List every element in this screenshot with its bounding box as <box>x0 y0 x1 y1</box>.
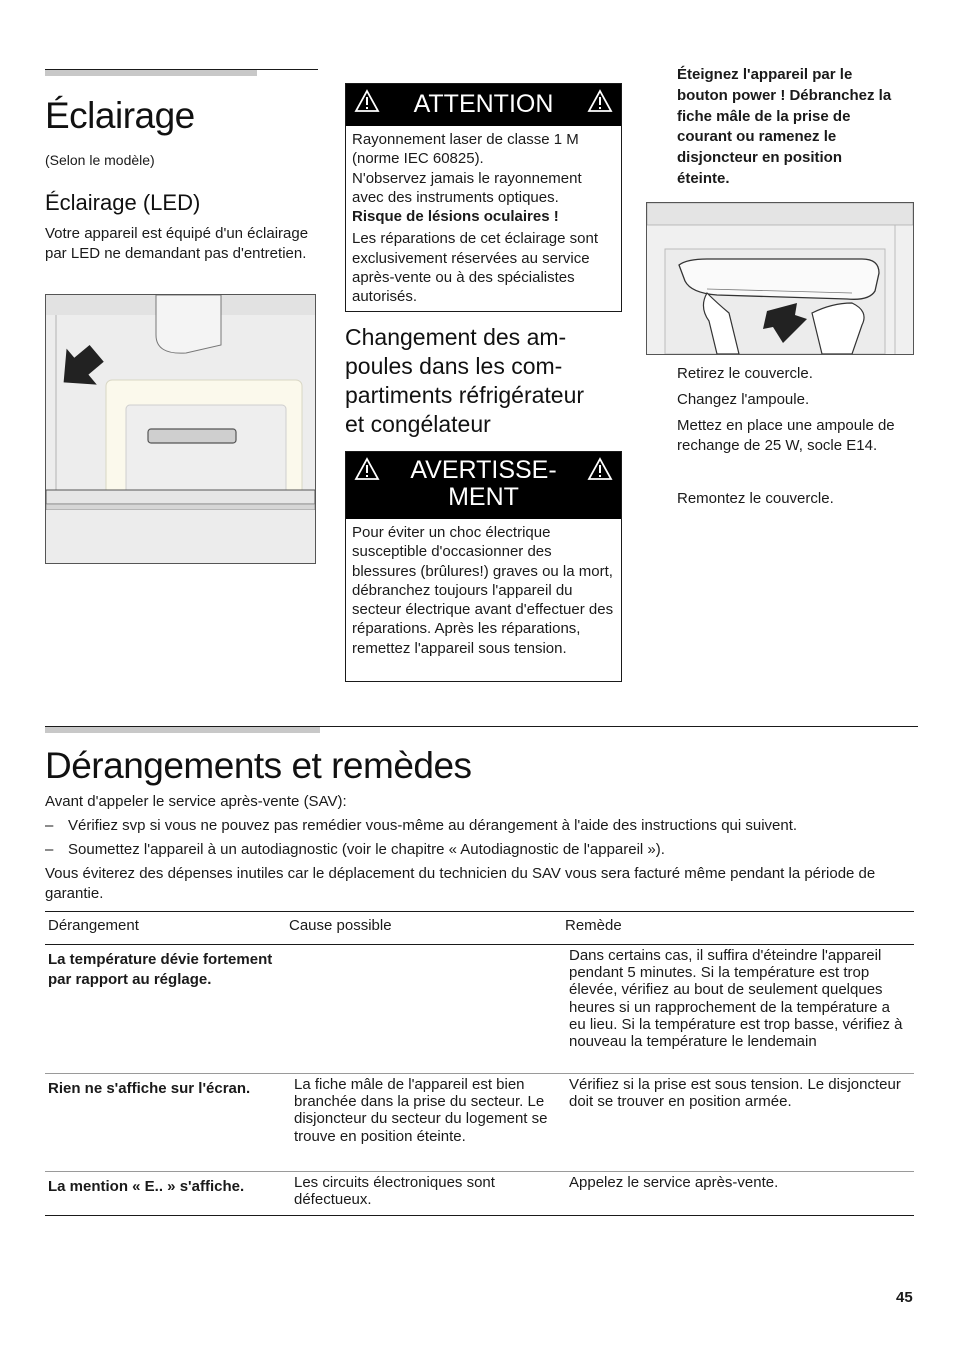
step-new-bulb: Mettez en place une ampoule de rechange de 25 W, socle E14. <box>677 417 895 454</box>
attention-header <box>346 84 621 126</box>
table-header-rule <box>45 944 914 945</box>
power-off-instruction: Éteignez l'appareil par le bouton power ! Débranchez la fiche mâle de la prise de courant ou ramenez le disjoncteur en position éteinte. <box>677 66 892 187</box>
attention-risk: Risque de lésions oculaires ! <box>352 208 559 226</box>
bullet-check-yourself: Vérifiez svp si vous ne pouvez pas remédier vous-même au dérangement à l'aide des instructions qui suivent. <box>68 817 798 834</box>
row-cause: La fiche mâle de l'appareil est bien branchée dans la prise du secteur. Le disjoncteur du secteur du logement se trouve en position éteinte. <box>294 1076 548 1145</box>
bulb-change-title <box>345 323 625 439</box>
section-title: Éclairage <box>45 95 195 136</box>
bullet-self-diagnosis: Soumettez l'appareil à un autodiagnostic (voir le chapitre « Autodiagnostic de l'appareil »). <box>68 841 665 858</box>
warning-label-line: MENT <box>448 483 519 511</box>
attention-line2: N'observez jamais le rayonnement avec des instruments optiques. <box>352 169 582 206</box>
bulb-change-title-line: partiments réfrigérateur <box>345 382 585 408</box>
bulb-change-title-line: Changement des am- <box>345 324 567 350</box>
led-description: Votre appareil est équipé d'un éclairage par LED ne demandant pas d'entretien. <box>45 225 309 262</box>
troubleshooting-outro: Vous éviterez des dépenses inutiles car le déplacement du technicien du SAV vous sera facturé même pendant la période de garantie. <box>45 865 876 902</box>
warning-body: Pour éviter un choc électrique susceptible d'occasionner des blessures (brûlures!) graves ou la mort, débranchez toujours l'appareil du secteur électrique avant d'effectuer des réparations. Après les réparations, remettez l'appareil sous tension. <box>352 524 614 657</box>
row-cause: Les circuits électroniques sont défectueux. <box>294 1174 495 1209</box>
section-rule-thick <box>45 726 320 733</box>
row-remedy: Appelez le service après-vente. <box>569 1174 779 1191</box>
bullet-dash: – <box>45 817 54 834</box>
warning-label <box>346 457 621 511</box>
row-remedy: Vérifiez si la prise est sous tension. Le disjoncteur doit se trouver en position armée. <box>569 1076 901 1111</box>
section-rule-thin <box>45 726 918 727</box>
warning-header <box>346 452 621 519</box>
attention-line3: Les réparations de cet éclairage sont exclusivement réservées au service après-vente ou à des spécialistes autorisés. <box>352 230 598 306</box>
row-problem: La mention « E.. » s'affiche. <box>48 1178 245 1195</box>
step-refit-cover: Remontez le couvercle. <box>677 490 834 507</box>
row-problem: La température dévie fortement par rapport au réglage. <box>48 951 273 988</box>
attention-label: ATTENTION <box>413 90 554 118</box>
bullet-dash: – <box>45 841 54 858</box>
warning-box <box>345 451 622 682</box>
attention-body <box>346 126 621 311</box>
warning-triangle-icon <box>587 457 613 481</box>
warning-label-line: AVERTISSE- <box>410 456 557 484</box>
table-row-rule <box>45 1073 914 1074</box>
led-illustration-svg <box>46 295 315 563</box>
section-rule-thin <box>45 69 318 70</box>
attention-line1: Rayonnement laser de classe 1 M (norme IEC 60825). <box>352 131 579 168</box>
table-header: Dérangement <box>48 917 139 934</box>
table-top-rule <box>45 911 914 912</box>
page-number: 45 <box>896 1289 913 1306</box>
model-note: (Selon le modèle) <box>45 152 155 168</box>
cover-removal-illustration-svg <box>647 203 913 354</box>
table-row-rule <box>45 1171 914 1172</box>
row-problem: Rien ne s'affiche sur l'écran. <box>48 1080 251 1097</box>
warning-triangle-icon <box>587 89 613 113</box>
step-change-bulb: Changez l'ampoule. <box>677 391 810 408</box>
table-bottom-rule <box>45 1215 914 1216</box>
table-header: Remède <box>565 917 622 934</box>
led-illustration <box>45 294 316 564</box>
bulb-change-title-line: et congélateur <box>345 411 491 437</box>
step-remove-cover: Retirez le couvercle. <box>677 365 813 382</box>
subsection-title: Éclairage (LED) <box>45 190 201 215</box>
row-remedy: Dans certains cas, il suffira d'éteindre l'appareil pendant 5 minutes. Si la température est trop élevée, vérifiez au bout de seulement quelques heures si un rapprochement de la température a eu lieu. Si la température est trop basse, vérifiez à nouveau la température le lendemain <box>569 947 903 1051</box>
troubleshooting-title: Dérangements et remèdes <box>45 745 472 786</box>
section-rule-thick <box>45 69 257 76</box>
bulb-change-title-line: poules dans les com- <box>345 353 563 379</box>
troubleshooting-intro: Avant d'appeler le service après-vente (SAV): <box>45 793 347 810</box>
attention-box <box>345 83 622 312</box>
cover-removal-illustration <box>646 202 914 355</box>
table-header: Cause possible <box>289 917 392 934</box>
